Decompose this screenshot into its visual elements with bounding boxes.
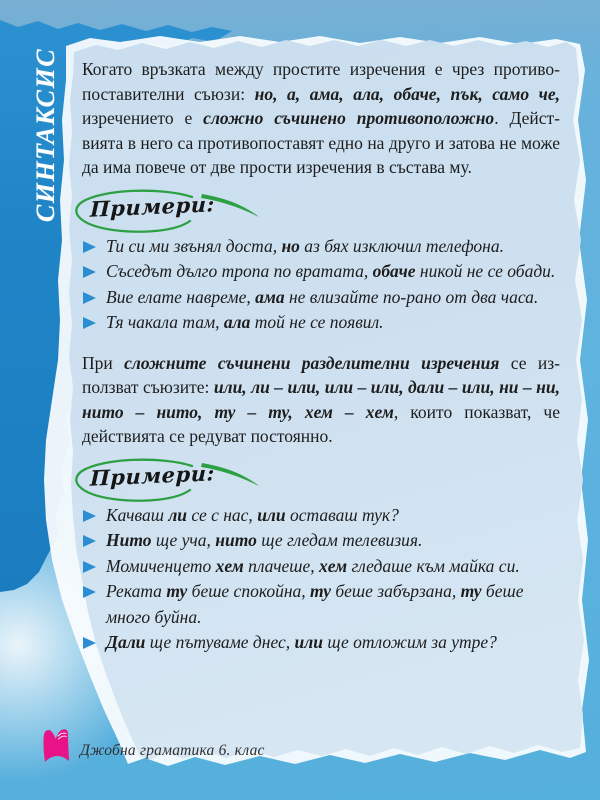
paragraph-disjunctive: При сложните съчинени разделителни изречения се използват съюзите: или, ли – или, или – или, дали – или, ни – ни, нито – нито, ту – ту, хем – хем, които показват, че действията се редуват постоянно. <box>82 352 560 446</box>
example-item <box>82 579 560 630</box>
triangle-bullet-icon <box>83 292 96 304</box>
open-book-icon <box>42 727 71 764</box>
chapter-label-syntax: СИНТАКСИС <box>31 47 60 223</box>
example-text: Нито ще уча, нито ще гледам телевизия. <box>106 530 423 550</box>
example-item <box>82 285 560 311</box>
example-item <box>82 310 560 336</box>
page-footer <box>42 727 265 764</box>
example-text: Тя чакала там, ала той не се появил. <box>106 312 384 332</box>
examples-title: Примери: <box>89 459 216 491</box>
example-text: Вие елате навреме, ама не влизайте по-рано от два часа. <box>106 286 539 307</box>
example-item <box>82 259 560 285</box>
examples-header-2 <box>74 458 560 500</box>
examples-list-2 <box>82 503 560 656</box>
example-text: Ти си ми звънял доста, но аз бях изключил телефона. <box>106 235 504 256</box>
example-text: Реката ту беше спокойна, ту беше забързана, ту беше много буйна. <box>106 581 524 627</box>
triangle-bullet-icon <box>83 637 96 649</box>
example-text: Качваш ли се с нас, или оставаш тук? <box>106 504 399 525</box>
example-item <box>82 503 560 529</box>
examples-list-1 <box>82 234 560 336</box>
triangle-bullet-icon <box>83 586 96 598</box>
example-text: Дали ще пътуваме днес, или ще отложим за утре? <box>106 632 497 652</box>
triangle-bullet-icon <box>83 317 96 329</box>
example-text: Момиченцето хем плачеше, хем гледаше към майка си. <box>106 555 520 576</box>
page-content <box>82 57 560 656</box>
triangle-bullet-icon <box>83 510 96 522</box>
example-item <box>82 528 560 554</box>
example-item <box>82 234 560 260</box>
examples-title: Примери: <box>89 190 216 222</box>
book-title: Джобна граматика 6. клас <box>80 741 265 759</box>
triangle-bullet-icon <box>83 535 96 547</box>
paragraph-adversative: Когато връзката между простите изречения е чрез противопоставителни съюзи: но, а, ама, ала, обаче, пък, само че, изречението е сложно съчинено противоположно. Действията в него са противопоставят едно на друго и затова не може да има повече от две прости изречения в състава му. <box>82 59 561 177</box>
example-item <box>82 554 560 580</box>
examples-header-1 <box>74 189 560 231</box>
triangle-bullet-icon <box>83 241 96 253</box>
triangle-bullet-icon <box>83 561 96 573</box>
example-text: Съседът дълго тропа по вратата, обаче никой не се обади. <box>106 261 556 281</box>
triangle-bullet-icon <box>83 266 96 278</box>
example-item <box>82 630 560 656</box>
